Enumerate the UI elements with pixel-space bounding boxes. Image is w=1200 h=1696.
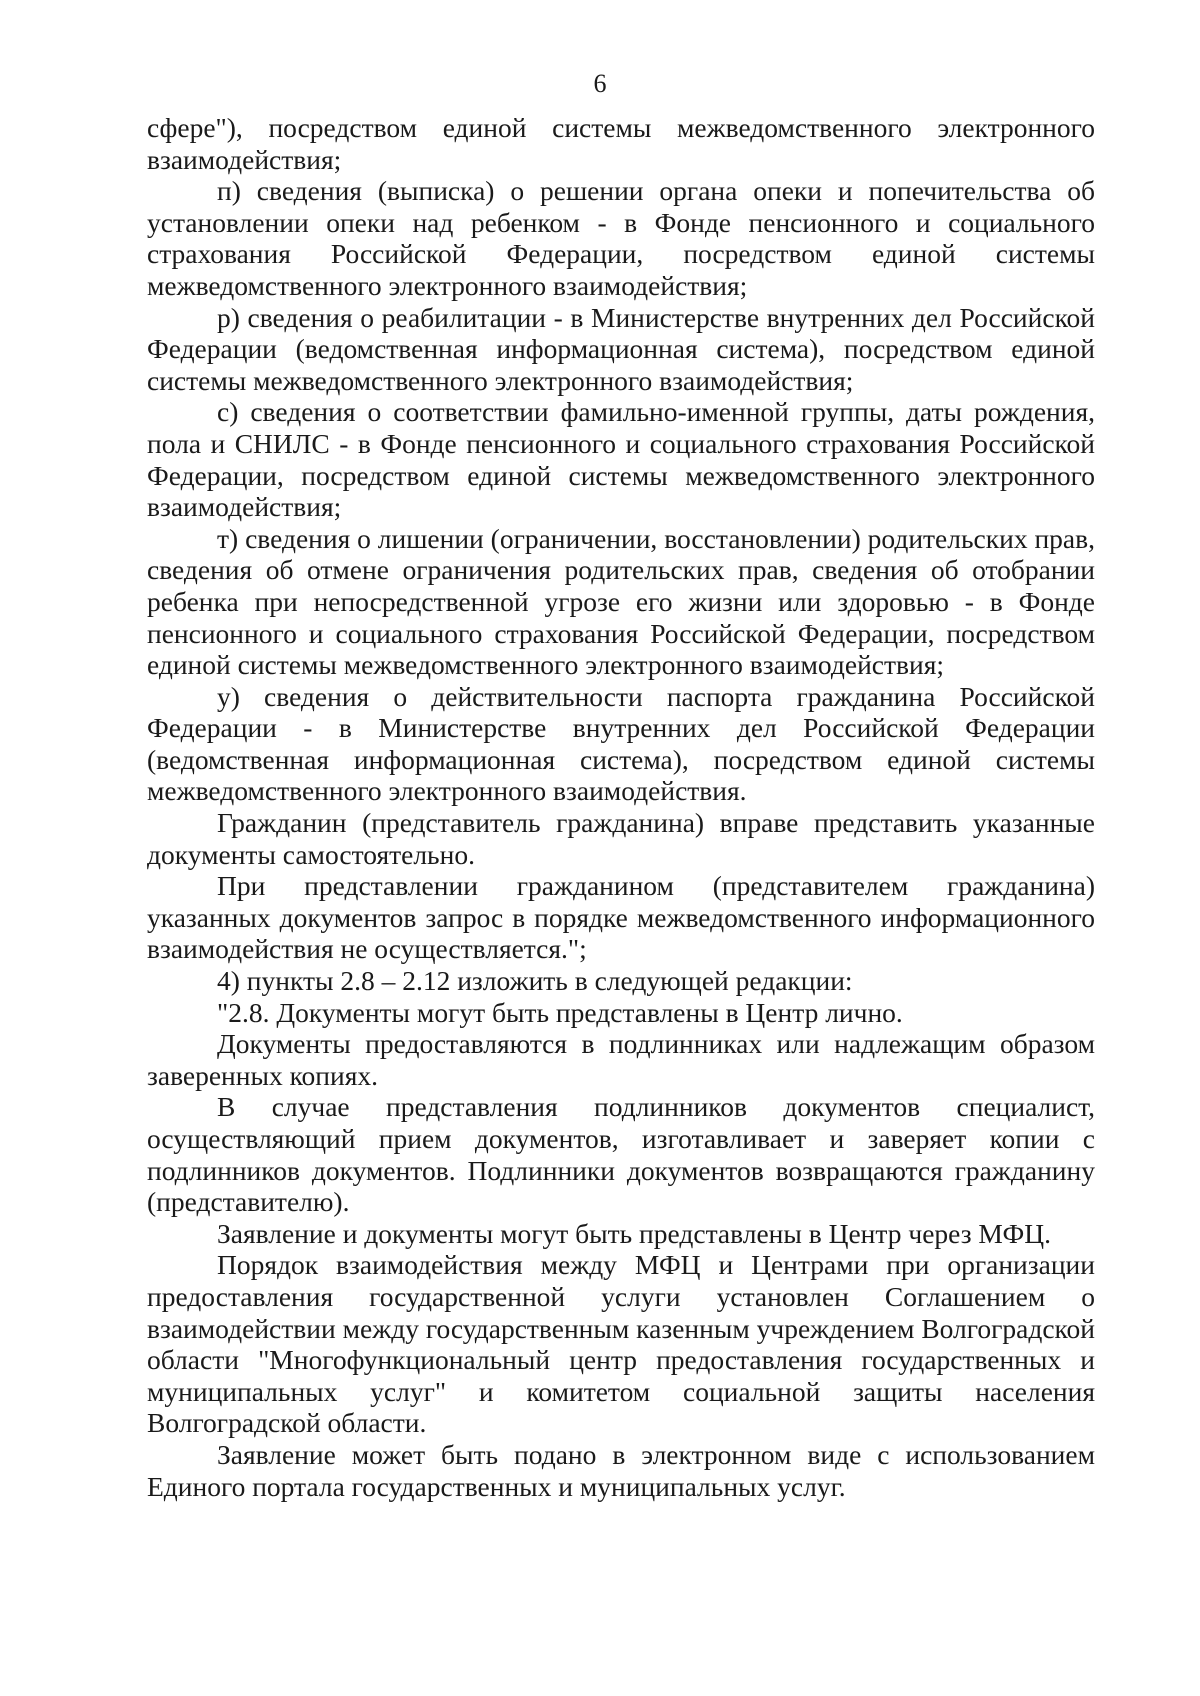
- paragraph: т) сведения о лишении (ограничении, восстановлении) родительских прав, сведения об отмене ограничения родительских прав, сведения об отобрании ребенка при непосредственной угрозе его жизни или здоровью - в Фонде пенсионного и социального страхования Российской Федерации, посредством единой системы межведомственного электронного взаимодействия;: [147, 522, 1095, 681]
- page-number: 6: [593, 69, 607, 98]
- paragraph: с) сведения о соответствии фамильно-именной группы, даты рождения, пола и СНИЛС - в Фонде пенсионного и социального страхования Российской Федерации, посредством единой системы межведомственного электронного взаимодействия;: [147, 396, 1095, 523]
- paragraph: Заявление и документы могут быть представлены в Центр через МФЦ.: [217, 1217, 1051, 1249]
- paragraph: р) сведения о реабилитации - в Министерстве внутренних дел Российской Федерации (ведомственная информационная система), посредством единой системы межведомственного электронного взаимодействия;: [147, 301, 1095, 396]
- paragraph: сфере"), посредством единой системы межведомственного электронного взаимодействия;: [147, 112, 1095, 175]
- paragraph: 4) пункты 2.8 – 2.12 изложить в следующей редакции:: [217, 965, 853, 997]
- paragraph: При представлении гражданином (представителем гражданина) указанных документов запрос в порядке межведомственного информационного взаимодействия не осуществляется.";: [147, 870, 1095, 965]
- paragraph: Заявление может быть подано в электронном виде с использованием Единого портала государственных и муниципальных услуг.: [147, 1438, 1095, 1502]
- paragraph: Порядок взаимодействия между МФЦ и Центрами при организации предоставления государственной услуги установлен Соглашением о взаимодействии между государственным казенным учреждением Волгоградской области "Многофункциональный центр предоставления государственных и муниципальных услуг" и комитетом социальной защиты населения Волгоградской области.: [147, 1249, 1095, 1439]
- paragraph: п) сведения (выписка) о решении органа опеки и попечительства об установлении опеки над ребенком - в Фонде пенсионного и социального страхования Российской Федерации, посредством единой системы межведомственного электронного взаимодействия;: [147, 175, 1095, 301]
- paragraph: у) сведения о действительности паспорта гражданина Российской Федерации - в Министерстве внутренних дел Российской Федерации (ведомственная информационная система), посредством единой системы межведомственного электронного взаимодействия.: [147, 680, 1095, 807]
- paragraph: Документы предоставляются в подлинниках или надлежащим образом заверенных копиях.: [147, 1028, 1095, 1091]
- document-body: [147, 112, 1095, 1502]
- paragraph: В случае представления подлинников документов специалист, осуществляющий прием документов, изготавливает и заверяет копии с подлинников документов. Подлинники документов возвращаются гражданину (представителю).: [147, 1091, 1095, 1218]
- paragraph: "2.8. Документы могут быть представлены в Центр лично.: [217, 996, 903, 1028]
- paragraph: Гражданин (представитель гражданина) вправе представить указанные документы самостоятельно.: [147, 807, 1095, 870]
